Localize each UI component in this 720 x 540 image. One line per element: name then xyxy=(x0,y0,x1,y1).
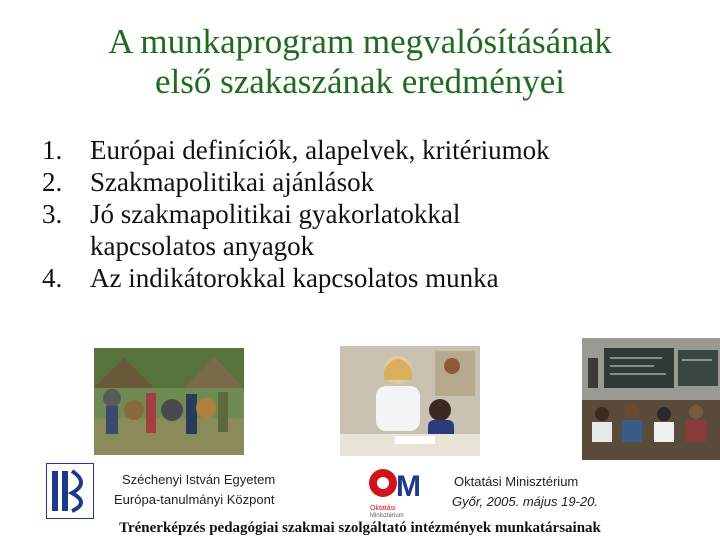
results-list xyxy=(42,134,712,294)
item-text: Európai definíciók, alapelvek, kritériumok xyxy=(90,135,550,165)
list-item xyxy=(42,262,712,294)
item-number: 2. xyxy=(42,167,63,197)
footer-caption: Trénerképzés pedagógiai szakmai szolgáltató intézmények munkatársainak xyxy=(119,520,601,536)
reenactment-image xyxy=(94,348,244,455)
classroom-image xyxy=(340,346,480,456)
item-text: Jó szakmapolitikai gyakorlatokkal kapcsolatos anyagok xyxy=(90,199,461,261)
title-line-1: A munkaprogram megvalósításának xyxy=(108,22,612,61)
university-logo-icon xyxy=(46,463,94,519)
slide-title xyxy=(0,22,720,102)
item-number: 1. xyxy=(42,135,63,165)
lecture-hall-image xyxy=(582,338,720,460)
photo-lecture-hall xyxy=(582,338,720,460)
list-item xyxy=(42,134,712,166)
svg-text:Minisztérium: Minisztérium xyxy=(370,513,404,518)
svg-text:Oktatási: Oktatási xyxy=(370,505,396,512)
om-logo xyxy=(366,466,430,518)
photo-reenactment xyxy=(94,348,244,455)
list-item xyxy=(42,166,712,198)
event-date: Győr, 2005. május 19-20. xyxy=(452,494,598,509)
ministry-name: Oktatási Minisztérium xyxy=(454,474,579,489)
item-text: Szakmapolitikai ajánlások xyxy=(90,167,375,197)
photo-classroom xyxy=(340,346,480,456)
university-name: Széchenyi István Egyetem xyxy=(122,472,276,487)
item-number: 3. xyxy=(42,199,63,229)
item-text: Az indikátorokkal kapcsolatos munka xyxy=(90,263,499,293)
svg-text:M: M xyxy=(396,470,421,503)
item-number: 4. xyxy=(42,263,63,293)
title-line-2: első szakaszának eredményei xyxy=(154,62,566,101)
university-center: Európa-tanulmányi Központ xyxy=(114,492,275,507)
university-logo xyxy=(46,463,94,519)
list-item xyxy=(42,198,712,262)
om-logo-icon xyxy=(366,466,430,518)
